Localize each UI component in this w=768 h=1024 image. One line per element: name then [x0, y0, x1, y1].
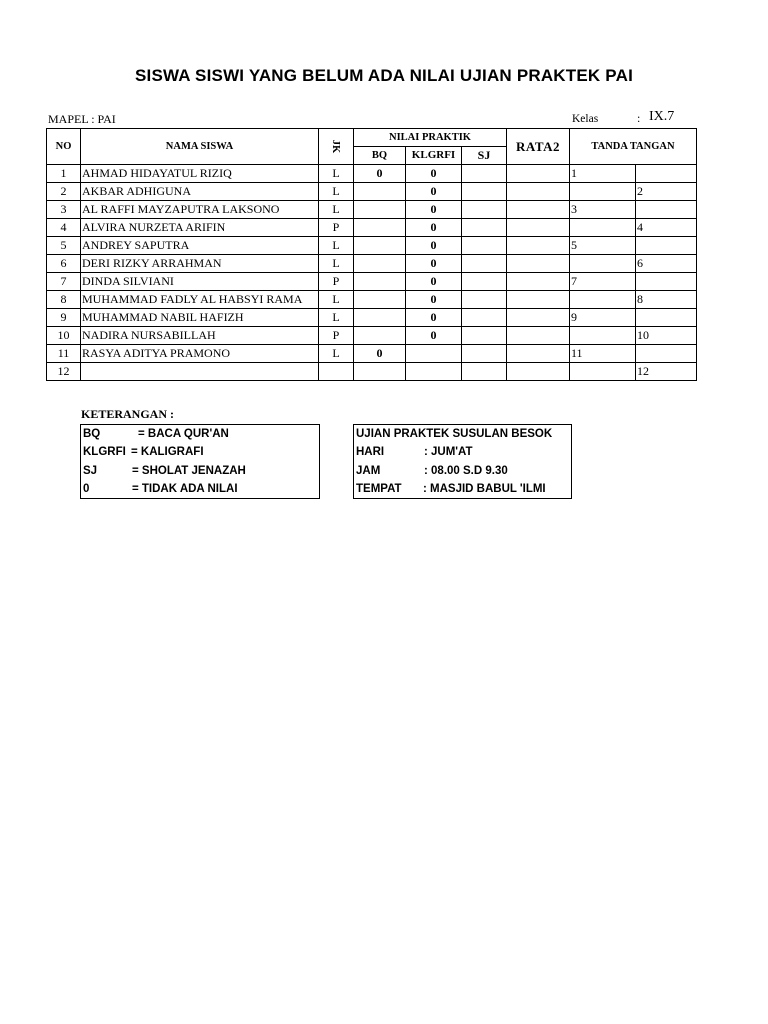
cell-jk: L — [319, 201, 354, 219]
cell-sj — [462, 327, 507, 345]
cell-sj — [462, 273, 507, 291]
cell-sj — [462, 255, 507, 273]
header-klgrfi: KLGRFI — [406, 147, 462, 165]
cell-rata — [507, 327, 570, 345]
cell-signature-right — [636, 201, 697, 219]
schedule-value: : MASJID BABUL 'ILMI — [423, 482, 546, 495]
legend-row — [81, 425, 319, 443]
cell-sj — [462, 201, 507, 219]
header-sj: SJ — [462, 147, 507, 165]
header-bq: BQ — [354, 147, 406, 165]
table-row — [47, 273, 697, 291]
cell-bq — [354, 183, 406, 201]
cell-rata — [507, 201, 570, 219]
header-tanda-tangan: TANDA TANGAN — [570, 129, 697, 165]
cell-klgrfi: 0 — [406, 291, 462, 309]
cell-signature-left — [570, 255, 636, 273]
cell-rata — [507, 273, 570, 291]
cell-rata — [507, 183, 570, 201]
header-rata: RATA2 — [507, 129, 570, 165]
table-row — [47, 201, 697, 219]
table-row — [47, 183, 697, 201]
cell-signature-right: 6 — [636, 255, 697, 273]
cell-signature-left: 11 — [570, 345, 636, 363]
schedule-value: : 08.00 S.D 9.30 — [424, 464, 508, 477]
table-row — [47, 255, 697, 273]
legend-key: 0 — [83, 482, 90, 495]
legend-row — [81, 480, 319, 498]
cell-klgrfi: 0 — [406, 165, 462, 183]
cell-no: 8 — [47, 291, 81, 309]
cell-rata — [507, 291, 570, 309]
cell-klgrfi: 0 — [406, 309, 462, 327]
cell-klgrfi: 0 — [406, 255, 462, 273]
header-nama: NAMA SISWA — [81, 129, 319, 165]
cell-klgrfi: 0 — [406, 237, 462, 255]
legend-row — [81, 443, 319, 461]
schedule-key: TEMPAT — [356, 482, 402, 495]
cell-klgrfi — [406, 363, 462, 381]
cell-klgrfi: 0 — [406, 273, 462, 291]
cell-jk: L — [319, 345, 354, 363]
header-no: NO — [47, 129, 81, 165]
cell-signature-right — [636, 237, 697, 255]
legend-value: = KALIGRAFI — [131, 446, 204, 459]
cell-bq — [354, 363, 406, 381]
page-title: SISWA SISWI YANG BELUM ADA NILAI UJIAN PRAKTEK PAI — [134, 66, 633, 85]
legend-key: KLGRFI — [83, 446, 126, 459]
schedule-title: UJIAN PRAKTEK SUSULAN BESOK — [356, 428, 553, 440]
table-row — [47, 309, 697, 327]
cell-signature-right — [636, 165, 697, 183]
cell-signature-right: 2 — [636, 183, 697, 201]
cell-nama: AL RAFFI MAYZAPUTRA LAKSONO — [81, 201, 319, 219]
cell-signature-left: 3 — [570, 201, 636, 219]
cell-klgrfi: 0 — [406, 327, 462, 345]
cell-bq — [354, 327, 406, 345]
table-row — [47, 363, 697, 381]
cell-sj — [462, 219, 507, 237]
cell-jk: L — [319, 291, 354, 309]
cell-bq — [354, 237, 406, 255]
cell-nama: RASYA ADITYA PRAMONO — [81, 345, 319, 363]
cell-nama: MUHAMMAD FADLY AL HABSYI RAMA — [81, 291, 319, 309]
cell-bq — [354, 201, 406, 219]
cell-no: 6 — [47, 255, 81, 273]
cell-sj — [462, 345, 507, 363]
cell-klgrfi: 0 — [406, 219, 462, 237]
cell-rata — [507, 165, 570, 183]
cell-no: 4 — [47, 219, 81, 237]
cell-rata — [507, 255, 570, 273]
cell-bq: 0 — [354, 165, 406, 183]
schedule-title-row — [354, 425, 571, 443]
cell-no: 12 — [47, 363, 81, 381]
cell-signature-right — [636, 273, 697, 291]
cell-nama: NADIRA NURSABILLAH — [81, 327, 319, 345]
cell-nama: DERI RIZKY ARRAHMAN — [81, 255, 319, 273]
header-jk: JK — [319, 129, 354, 165]
schedule-box — [353, 424, 572, 499]
cell-no: 2 — [47, 183, 81, 201]
cell-bq: 0 — [354, 345, 406, 363]
table-row — [47, 165, 697, 183]
cell-signature-left: 1 — [570, 165, 636, 183]
cell-signature-right: 12 — [636, 363, 697, 381]
cell-signature-right: 4 — [636, 219, 697, 237]
cell-nama — [81, 363, 319, 381]
cell-signature-left: 9 — [570, 309, 636, 327]
kelas-colon: : — [637, 111, 641, 125]
table-row — [47, 237, 697, 255]
header-nilai-praktik: NILAI PRAKTIK — [354, 129, 507, 147]
grades-table — [46, 128, 697, 381]
legend-value: = TIDAK ADA NILAI — [132, 482, 238, 495]
cell-jk: L — [319, 255, 354, 273]
cell-no: 10 — [47, 327, 81, 345]
cell-jk: L — [319, 165, 354, 183]
cell-bq — [354, 255, 406, 273]
schedule-key: JAM — [356, 464, 381, 477]
cell-nama: AHMAD HIDAYATUL RIZIQ — [81, 165, 319, 183]
cell-klgrfi — [406, 345, 462, 363]
legend-value: = BACA QUR'AN — [138, 428, 229, 440]
table-row — [47, 219, 697, 237]
cell-no: 1 — [47, 165, 81, 183]
cell-signature-right — [636, 345, 697, 363]
cell-signature-left — [570, 219, 636, 237]
cell-signature-right — [636, 309, 697, 327]
cell-klgrfi: 0 — [406, 201, 462, 219]
cell-signature-left — [570, 363, 636, 381]
schedule-row — [354, 443, 571, 461]
cell-bq — [354, 273, 406, 291]
cell-jk: L — [319, 183, 354, 201]
cell-signature-left — [570, 327, 636, 345]
cell-jk: P — [319, 219, 354, 237]
table-row — [47, 345, 697, 363]
cell-jk: P — [319, 327, 354, 345]
legend-key: SJ — [83, 464, 98, 477]
cell-nama: MUHAMMAD NABIL HAFIZH — [81, 309, 319, 327]
cell-sj — [462, 237, 507, 255]
cell-nama: AKBAR ADHIGUNA — [81, 183, 319, 201]
cell-rata — [507, 345, 570, 363]
cell-signature-left — [570, 183, 636, 201]
cell-nama: ANDREY SAPUTRA — [81, 237, 319, 255]
table-row — [47, 291, 697, 309]
legend-key: BQ — [83, 428, 101, 440]
cell-signature-right: 10 — [636, 327, 697, 345]
cell-signature-right: 8 — [636, 291, 697, 309]
legend-row — [81, 462, 319, 480]
cell-jk — [319, 363, 354, 381]
cell-jk: L — [319, 237, 354, 255]
kelas-value: IX.7 — [649, 109, 675, 124]
keterangan-title: KETERANGAN : — [81, 407, 175, 421]
cell-sj — [462, 363, 507, 381]
cell-rata — [507, 309, 570, 327]
cell-sj — [462, 291, 507, 309]
cell-nama: DINDA SILVIANI — [81, 273, 319, 291]
mapel-label: MAPEL : PAI — [48, 112, 116, 126]
cell-nama: ALVIRA NURZETA ARIFIN — [81, 219, 319, 237]
cell-jk: P — [319, 273, 354, 291]
cell-rata — [507, 237, 570, 255]
cell-klgrfi: 0 — [406, 183, 462, 201]
cell-signature-left: 5 — [570, 237, 636, 255]
table-row — [47, 327, 697, 345]
cell-no: 5 — [47, 237, 81, 255]
schedule-key: HARI — [356, 446, 385, 459]
cell-signature-left — [570, 291, 636, 309]
cell-bq — [354, 291, 406, 309]
kelas-label: Kelas — [572, 113, 599, 125]
legend-box — [80, 424, 320, 499]
cell-no: 3 — [47, 201, 81, 219]
cell-no: 9 — [47, 309, 81, 327]
schedule-row — [354, 480, 571, 498]
schedule-value: : JUM'AT — [424, 446, 473, 459]
cell-rata — [507, 219, 570, 237]
cell-bq — [354, 309, 406, 327]
cell-rata — [507, 363, 570, 381]
cell-signature-left: 7 — [570, 273, 636, 291]
schedule-row — [354, 462, 571, 480]
cell-no: 7 — [47, 273, 81, 291]
legend-value: = SHOLAT JENAZAH — [132, 464, 246, 477]
cell-bq — [354, 219, 406, 237]
cell-no: 11 — [47, 345, 81, 363]
cell-sj — [462, 183, 507, 201]
cell-jk: L — [319, 309, 354, 327]
cell-sj — [462, 165, 507, 183]
cell-sj — [462, 309, 507, 327]
